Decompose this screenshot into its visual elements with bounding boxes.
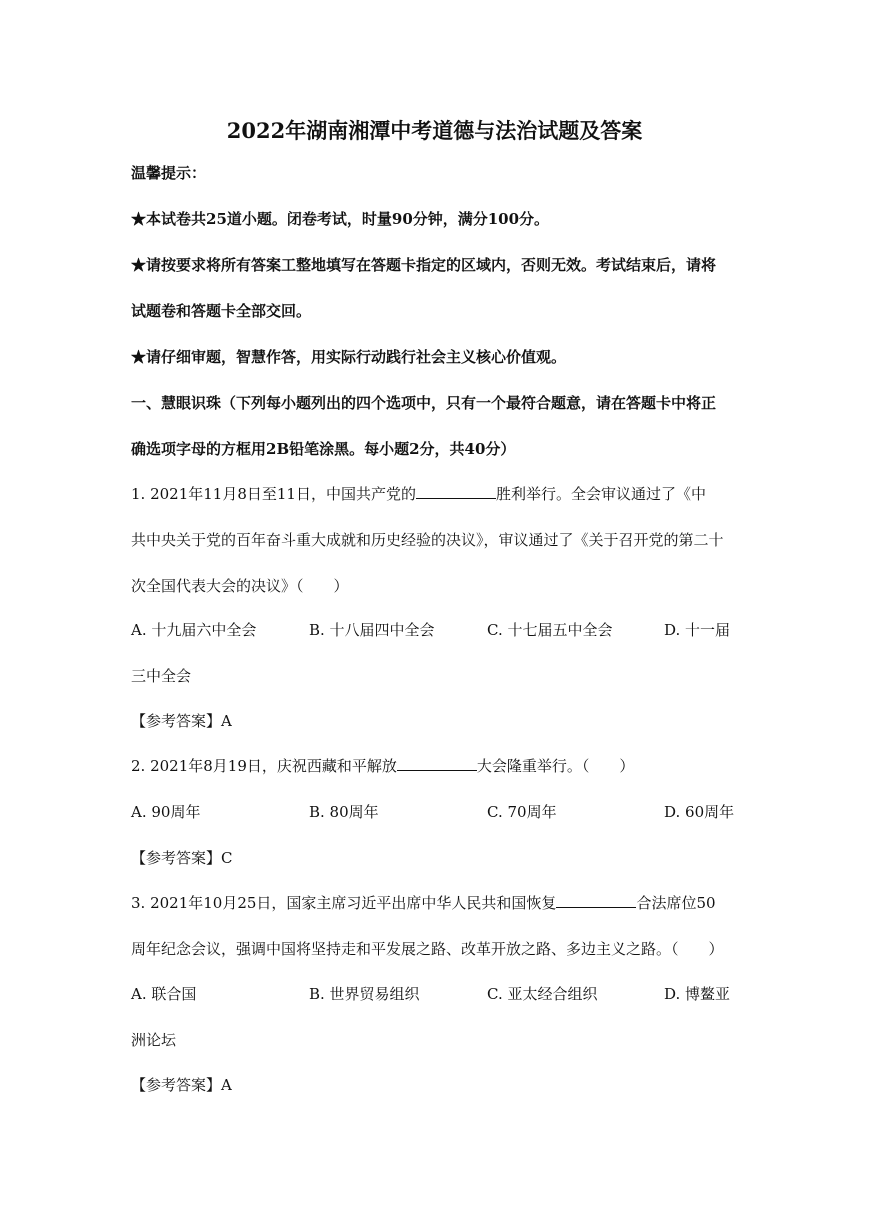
question-3-answer: 【参考答案】A [131,1076,232,1094]
question-2-stem-pre: 2. 2021年8月19日，庆祝西藏和平解放 [131,757,397,775]
answer-blank [416,484,496,499]
question-2-option-c: C. 70周年 [487,803,557,821]
question-2-option-b: B. 80周年 [309,803,379,821]
question-3-option-a: A. 联合国 [131,985,197,1003]
question-3-option-c: C. 亚太经合组织 [487,985,598,1003]
question-1-stem-post: 胜利举行。全会审议通过了《中 [495,485,706,503]
question-1-stem-line-2: 共中央关于党的百年奋斗重大成就和历史经验的决议》，审议通过了《关于召开党的第二十 [131,531,724,549]
answer-blank [397,756,477,771]
question-1-answer: 【参考答案】A [131,712,232,730]
tips-line-2a: ★请按要求将所有答案工整地填写在答题卡指定的区域内，否则无效。考试结束后，请将 [131,256,717,274]
page-title: 2022年湖南湘潭中考道德与法治试题及答案 [226,118,643,143]
question-1-option-b: B. 十八届四中全会 [309,621,435,639]
question-3-stem-line-2: 周年纪念会议，强调中国将坚持走和平发展之路、改革开放之路、多边主义之路。（ ） [131,940,724,958]
question-1-option-d: D. 十一届 [664,621,731,639]
question-3-stem-pre: 3. 2021年10月25日，国家主席习近平出席中华人民共和国恢复 [131,894,557,912]
question-2-answer: 【参考答案】C [131,849,233,867]
question-3-stem-line-1 [131,893,716,913]
question-3-stem-post: 合法席位50 [636,894,716,912]
section-heading-b: 确选项字母的方框用2B铅笔涂黑。每小题2分，共40分） [131,440,516,458]
question-1-stem-line-3: 次全国代表大会的决议》（ ） [131,577,349,595]
question-1-option-a: A. 十九届六中全会 [131,621,257,639]
question-2-option-d: D. 60周年 [664,803,735,821]
tips-line-3: ★请仔细审题，智慧作答，用实际行动践行社会主义核心价值观。 [131,348,567,366]
tips-heading: 温馨提示： [131,164,207,182]
question-3-option-wrap: 洲论坛 [131,1031,177,1049]
answer-blank [556,893,636,908]
question-3-option-b: B. 世界贸易组织 [309,985,420,1003]
section-heading-a: 一、慧眼识珠（下列每小题列出的四个选项中，只有一个最符合题意，请在答题卡中将正 [131,394,717,412]
tips-line-1: ★本试卷共25道小题。闭卷考试，时量90分钟，满分100分。 [131,210,550,228]
tips-line-2b: 试题卷和答题卡全部交回。 [131,302,312,320]
question-1-option-c: C. 十七届五中全会 [487,621,613,639]
question-2-option-a: A. 90周年 [131,803,201,821]
question-2-stem-post: 大会隆重举行。（ ） [476,757,635,775]
question-1-stem-line-1 [131,484,706,504]
question-3-option-d: D. 博鳌亚 [664,985,731,1003]
question-1-option-wrap: 三中全会 [131,667,192,685]
question-2-stem-line-1 [131,756,634,776]
question-1-stem-pre: 1. 2021年11月8日至11日，中国共产党的 [131,485,416,503]
